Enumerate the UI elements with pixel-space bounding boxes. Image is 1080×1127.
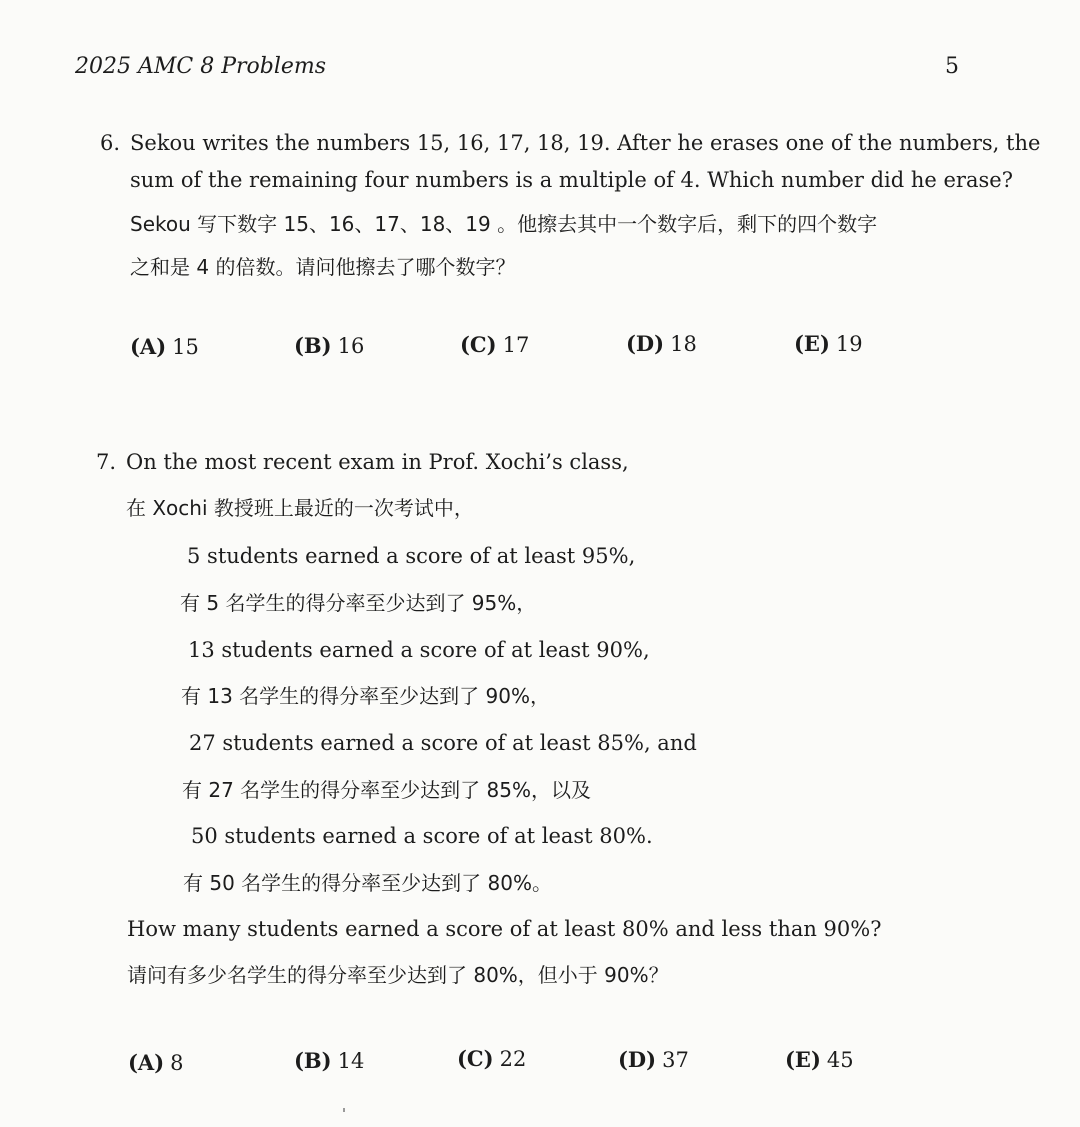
problem-7-item-2: 13 students earned a score of at least 90%, [188, 638, 650, 662]
choice-value: 14 [337, 1049, 365, 1073]
problem-7-choice-a [128, 1052, 184, 1074]
problem-7-intro-zh: 在 Xochi 教授班上最近的一次考试中， [126, 496, 474, 520]
problem-7-item-4-zh: 有 50 名学生的得分率至少达到了 80%。 [183, 871, 552, 895]
scan-speck [343, 1108, 345, 1112]
problem-7-item-2-zh: 有 13 名学生的得分率至少达到了 90%， [181, 684, 550, 708]
problem-6-zh-line-1: Sekou 写下数字 15、16、17、18、19 。他擦去其中一个数字后，剩下的四个数字 [130, 212, 878, 236]
choice-letter: (E) [785, 1047, 821, 1072]
choice-letter: (D) [626, 331, 665, 356]
problem-7-item-3-zh: 有 27 名学生的得分率至少达到了 85%，以及 [182, 778, 591, 802]
problem-7-intro: On the most recent exam in Prof. Xochi’s class, [126, 450, 629, 474]
problem-7-choice-d [618, 1049, 689, 1071]
choice-value: 8 [170, 1051, 184, 1075]
problem-7-choice-e [785, 1049, 854, 1071]
page-header-title: 2025 AMC 8 Problems [75, 54, 327, 79]
problem-7-item-1-zh: 有 5 名学生的得分率至少达到了 95%， [180, 591, 537, 615]
choice-value: 22 [499, 1047, 527, 1071]
problem-7-question: How many students earned a score of at least 80% and less than 90%? [127, 917, 882, 941]
page-number: 5 [945, 54, 959, 79]
problem-7-choice-c [457, 1048, 526, 1070]
problem-7-choice-b [294, 1050, 364, 1072]
choice-value: 19 [835, 332, 863, 356]
problem-6-text-line-2: sum of the remaining four numbers is a multiple of 4. Which number did he erase? [130, 168, 1013, 192]
choice-letter: (A) [130, 334, 167, 359]
problem-7-question-zh: 请问有多少名学生的得分率至少达到了 80%，但小于 90%？ [127, 963, 669, 987]
choice-value: 17 [502, 333, 530, 357]
problem-7-item-1: 5 students earned a score of at least 95%, [187, 544, 636, 568]
choice-value: 37 [662, 1048, 689, 1072]
problem-6-choice-c [460, 334, 529, 356]
problem-7-item-3: 27 students earned a score of at least 85%, and [189, 731, 697, 755]
choice-letter: (E) [794, 331, 830, 356]
problem-7-item-4: 50 students earned a score of at least 80%. [191, 824, 653, 848]
choice-letter: (A) [128, 1050, 165, 1075]
problem-6-text-line-1: Sekou writes the numbers 15, 16, 17, 18, 19. After he erases one of the numbers, the [130, 131, 1041, 155]
problem-6-choice-d [626, 333, 697, 355]
choice-value: 18 [670, 332, 697, 356]
choice-letter: (C) [457, 1046, 494, 1071]
choice-letter: (D) [618, 1047, 657, 1072]
choice-value: 45 [826, 1048, 854, 1072]
choice-letter: (B) [294, 333, 332, 358]
problem-6-number: 6. [100, 131, 121, 155]
problem-6-choice-e [794, 333, 863, 355]
problem-6-choice-b [294, 335, 364, 357]
problem-7-number: 7. [96, 450, 117, 474]
choice-value: 15 [172, 335, 199, 359]
choice-letter: (B) [294, 1048, 332, 1073]
choice-letter: (C) [460, 332, 497, 357]
choice-value: 16 [337, 334, 365, 358]
problem-6-choice-a [130, 336, 199, 358]
problem-6-zh-line-2: 之和是 4 的倍数。请问他擦去了哪个数字？ [130, 255, 516, 279]
